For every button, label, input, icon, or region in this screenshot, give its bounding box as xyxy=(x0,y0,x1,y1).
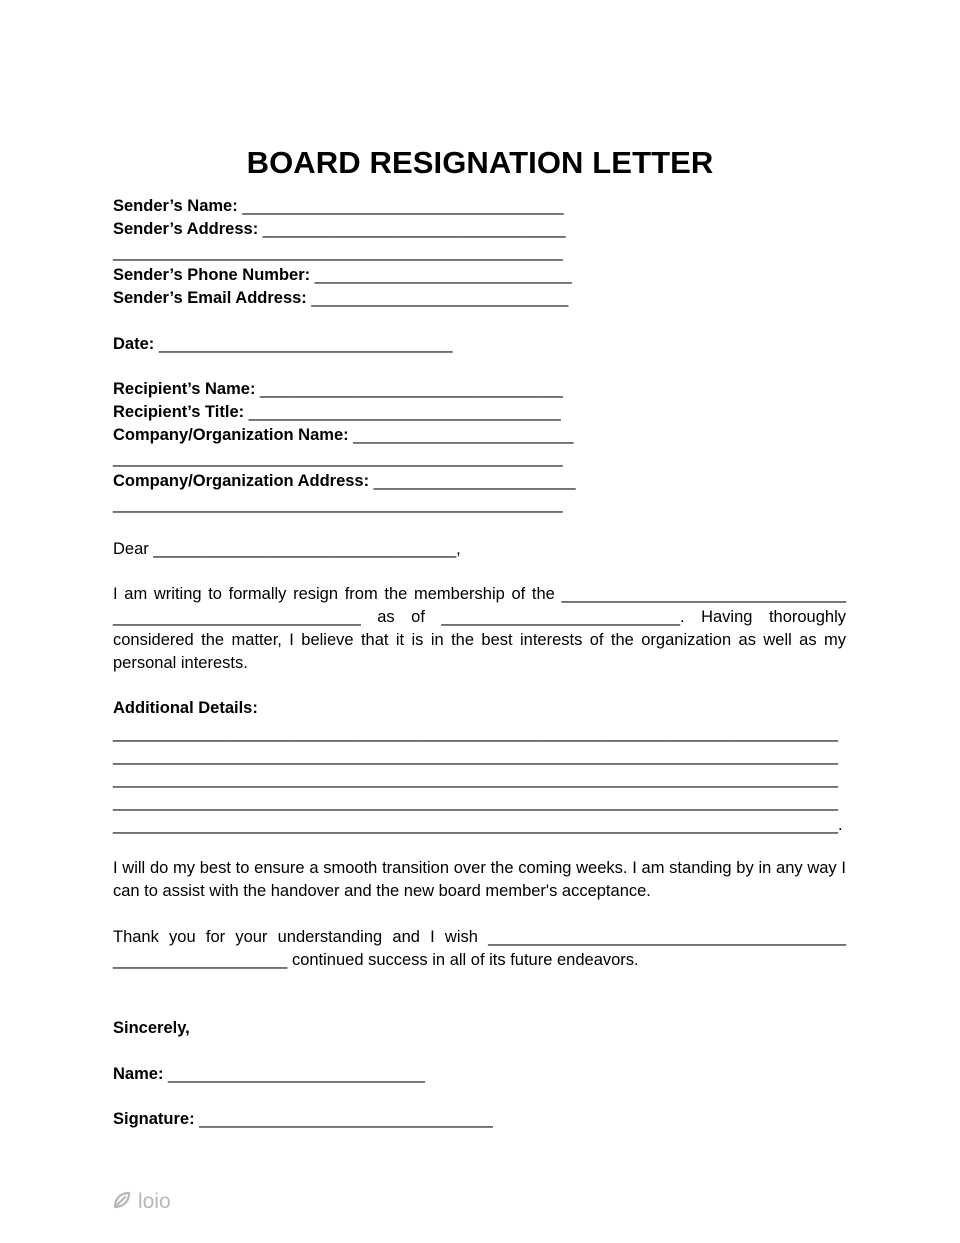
details-line[interactable]: _______________________________________________________________________________ xyxy=(113,770,838,788)
name-row xyxy=(113,1063,425,1086)
sender-phone-row xyxy=(113,264,572,287)
company-address-row xyxy=(113,470,576,493)
loio-leaf-icon xyxy=(112,1190,132,1215)
closing-sincerely: Sincerely, xyxy=(113,1019,190,1037)
sender-phone-label: Sender’s Phone Number: xyxy=(113,266,315,284)
salutation: Dear _________________________________, xyxy=(113,540,461,558)
date-row xyxy=(113,333,453,356)
date-blank[interactable]: ________________________________ xyxy=(158,335,453,353)
details-line[interactable]: _______________________________________________________________________________ xyxy=(113,793,838,811)
recipient-name-label: Recipient’s Name: xyxy=(113,380,261,398)
recipient-title-row xyxy=(113,401,561,424)
loio-logo-text: loio xyxy=(138,1190,171,1213)
company-address-line2[interactable]: _________________________________________________ xyxy=(113,495,563,513)
sender-address-row xyxy=(113,218,566,241)
sender-address-label: Sender’s Address: xyxy=(113,220,263,238)
additional-details-label: Additional Details: xyxy=(113,699,258,717)
thanks-paragraph: Thank you for your understanding and I wish _______________________________________ ___________________ continued success in all of its future endeavors. xyxy=(113,928,846,969)
details-line[interactable]: _______________________________________________________________________________ xyxy=(113,724,838,742)
company-name-line2[interactable]: _________________________________________________ xyxy=(113,449,563,467)
sender-phone-blank[interactable]: ____________________________ xyxy=(314,266,572,284)
sender-email-label: Sender’s Email Address: xyxy=(113,289,312,307)
company-name-row xyxy=(113,424,573,447)
sender-email-row xyxy=(113,287,568,310)
sender-address-line2[interactable]: _________________________________________________ xyxy=(113,243,563,261)
document-title: BOARD RESIGNATION LETTER xyxy=(246,145,714,180)
company-address-label: Company/Organization Address: xyxy=(113,472,374,490)
name-blank[interactable]: ____________________________ xyxy=(168,1065,425,1083)
sender-name-blank[interactable]: ___________________________________ xyxy=(242,197,564,215)
signature-label: Signature: xyxy=(113,1110,200,1128)
sender-address-blank[interactable]: _________________________________ xyxy=(262,220,566,238)
company-name-label: Company/Organization Name: xyxy=(113,426,354,444)
recipient-name-row xyxy=(113,378,563,401)
name-label: Name: xyxy=(113,1065,169,1083)
company-name-blank[interactable]: ________________________ xyxy=(353,426,574,444)
sender-name-row xyxy=(113,195,564,218)
recipient-title-label: Recipient’s Title: xyxy=(113,403,249,421)
sender-name-label: Sender’s Name: xyxy=(113,197,243,215)
recipient-title-blank[interactable]: __________________________________ xyxy=(248,403,561,421)
date-label: Date: xyxy=(113,335,159,353)
details-line[interactable]: _______________________________________________________________________________. xyxy=(113,816,843,834)
resignation-paragraph: I am writing to formally resign from the membership of the _______________________________ ___________________________ as of __________________________. Having thoroughly considered the matter, I believe that it is in the best interests of the organization as well as my personal interests. xyxy=(113,585,846,672)
transition-paragraph: I will do my best to ensure a smooth transition over the coming weeks. I am standing by in any way I can to assist with the handover and the new board member's acceptance. xyxy=(113,859,846,900)
signature-blank[interactable]: ________________________________ xyxy=(199,1110,493,1128)
loio-logo xyxy=(112,1190,171,1214)
recipient-name-blank[interactable]: _________________________________ xyxy=(260,380,563,398)
signature-row xyxy=(113,1108,493,1131)
details-line[interactable]: _______________________________________________________________________________ xyxy=(113,747,838,765)
sender-email-blank[interactable]: ____________________________ xyxy=(311,289,569,307)
company-address-blank[interactable]: ______________________ xyxy=(373,472,576,490)
